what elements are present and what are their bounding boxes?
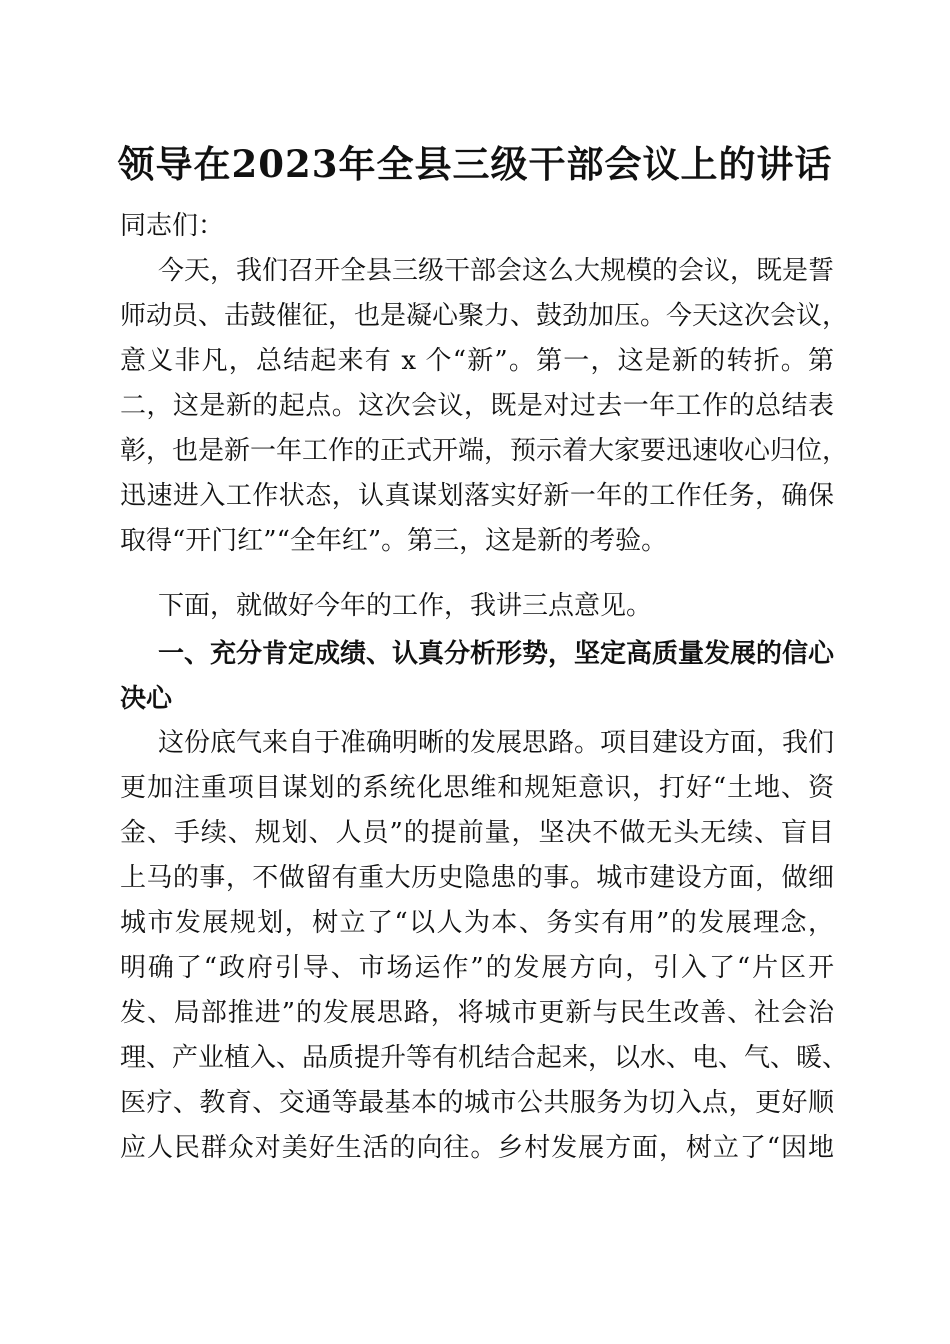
paragraph-1-line: 意义非凡，总结起来有 x 个“新”。第一，这是新的转折。第: [120, 346, 834, 376]
paragraph-1-line: 今天，我们召开全县三级干部会这么大规模的会议，既是誓: [158, 256, 835, 286]
paragraph-3-line: 明确了“政府引导、市场运作”的发展方向，引入了“片区开: [120, 953, 834, 983]
paragraph-3-line: 上马的事，不做留有重大历史隐患的事。城市建设方面，做细: [120, 863, 834, 893]
paragraph-2: 下面，就做好今年的工作，我讲三点意见。: [158, 591, 653, 621]
paragraph-3-line: 这份底气来自于准确明晰的发展思路。项目建设方面，我们: [158, 728, 835, 758]
paragraph-3-line: 理、产业植入、品质提升等有机结合起来，以水、电、气、暖、: [120, 1043, 849, 1073]
salutation: 同志们：: [120, 211, 225, 241]
paragraph-1-line: 二，这是新的起点。这次会议，既是对过去一年工作的总结表: [120, 391, 834, 421]
paragraph-3-line: 城市发展规划，树立了“以人为本、务实有用”的发展理念，: [120, 908, 834, 938]
paragraph-3-line: 更加注重项目谋划的系统化思维和规矩意识，打好“土地、资: [120, 773, 834, 803]
paragraph-3-line: 医疗、教育、交通等最基本的城市公共服务为切入点，更好顺: [120, 1088, 834, 1118]
paragraph-1-line: 彰，也是新一年工作的正式开端，预示着大家要迅速收心归位，: [120, 436, 849, 466]
paragraph-1-line: 师动员、击鼓催征，也是凝心聚力、鼓劲加压。今天这次会议，: [120, 301, 849, 331]
document-title: 领导在2023年全县三级干部会议上的讲话: [117, 142, 833, 186]
paragraph-3-line: 发、局部推进”的发展思路，将城市更新与民生改善、社会治: [120, 998, 834, 1028]
paragraph-1-line: 迅速进入工作状态，认真谋划落实好新一年的工作任务，确保: [120, 481, 834, 511]
section-1-heading: 决心: [120, 684, 173, 714]
paragraph-3-line: 应人民群众对美好生活的向往。乡村发展方面，树立了“因地: [120, 1133, 834, 1163]
paragraph-3-line: 金、手续、规划、人员”的提前量，坚决不做无头无续、盲目: [120, 818, 834, 848]
paragraph-1-line: 取得“开门红”“全年红”。第三，这是新的考验。: [120, 526, 668, 556]
section-1-heading: 一、充分肯定成绩、认真分析形势，坚定高质量发展的信心: [158, 639, 835, 669]
